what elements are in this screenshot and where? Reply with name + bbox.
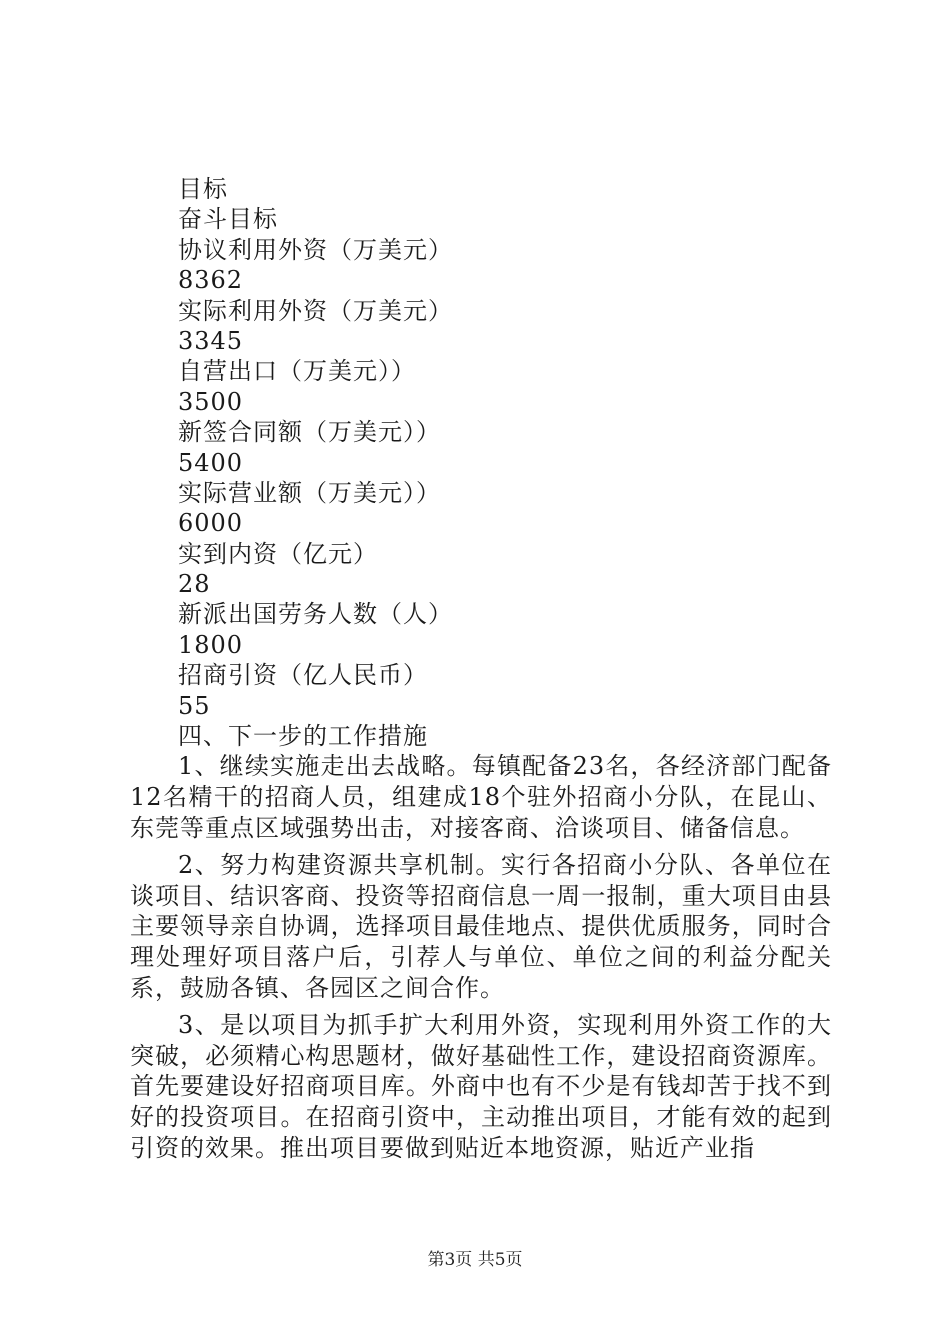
page-number-footer: 第3页 共5页 xyxy=(427,1250,523,1270)
paragraph-1: 1、继续实施走出去战略。每镇配备23名，各经济部门配备12名精干的招商人员，组建成18个驻外招商小分队，在昆山、东莞等重点区域强势出击，对接客商、洽谈项目、储备信息。 xyxy=(130,752,832,843)
target-line: 协议利用外资（万美元） xyxy=(178,235,453,264)
target-line: 奋斗目标 xyxy=(178,205,278,234)
section-heading: 四、下一步的工作措施 xyxy=(178,722,428,751)
target-value: 3345 xyxy=(178,326,244,355)
target-line: 新派出国劳务人数（人） xyxy=(178,600,453,629)
target-value: 28 xyxy=(178,570,211,599)
target-line: 实际利用外资（万美元） xyxy=(178,296,453,325)
target-value: 1800 xyxy=(178,630,244,659)
target-line: 新签合同额（万美元）） xyxy=(178,418,441,447)
target-line: 实际营业额（万美元）） xyxy=(178,478,441,507)
document-body xyxy=(130,174,832,1164)
target-value: 8362 xyxy=(178,266,244,295)
target-line: 自营出口（万美元）） xyxy=(178,357,416,386)
target-line: 招商引资（亿人民币） xyxy=(178,661,428,690)
paragraph-2: 2、努力构建资源共享机制。实行各招商小分队、各单位在谈项目、结识客商、投资等招商信息一周一报制，重大项目由县主要领导亲自协调，选择项目最佳地点、提供优质服务，同时合理处理好项目落户后，引荐人与单位、单位之间的利益分配关系，鼓励各镇、各园区之间合作。 xyxy=(130,850,832,1002)
target-value: 3500 xyxy=(178,387,244,416)
target-value: 6000 xyxy=(178,509,244,538)
paragraph-3: 3、是以项目为抓手扩大利用外资，实现利用外资工作的大突破，必须精心构思题材，做好基础性工作，建设招商资源库。首先要建设好招商项目库。外商中也有不少是有钱却苦于找不到好的投资项目。在招商引资中，主动推出项目，才能有效的起到引资的效果。推出项目要做到贴近本地资源，贴近产业指 xyxy=(130,1010,832,1162)
target-line: 实到内资（亿元） xyxy=(178,539,378,568)
target-line: 目标 xyxy=(178,175,228,203)
target-value: 55 xyxy=(178,691,211,720)
target-value: 5400 xyxy=(178,448,244,477)
